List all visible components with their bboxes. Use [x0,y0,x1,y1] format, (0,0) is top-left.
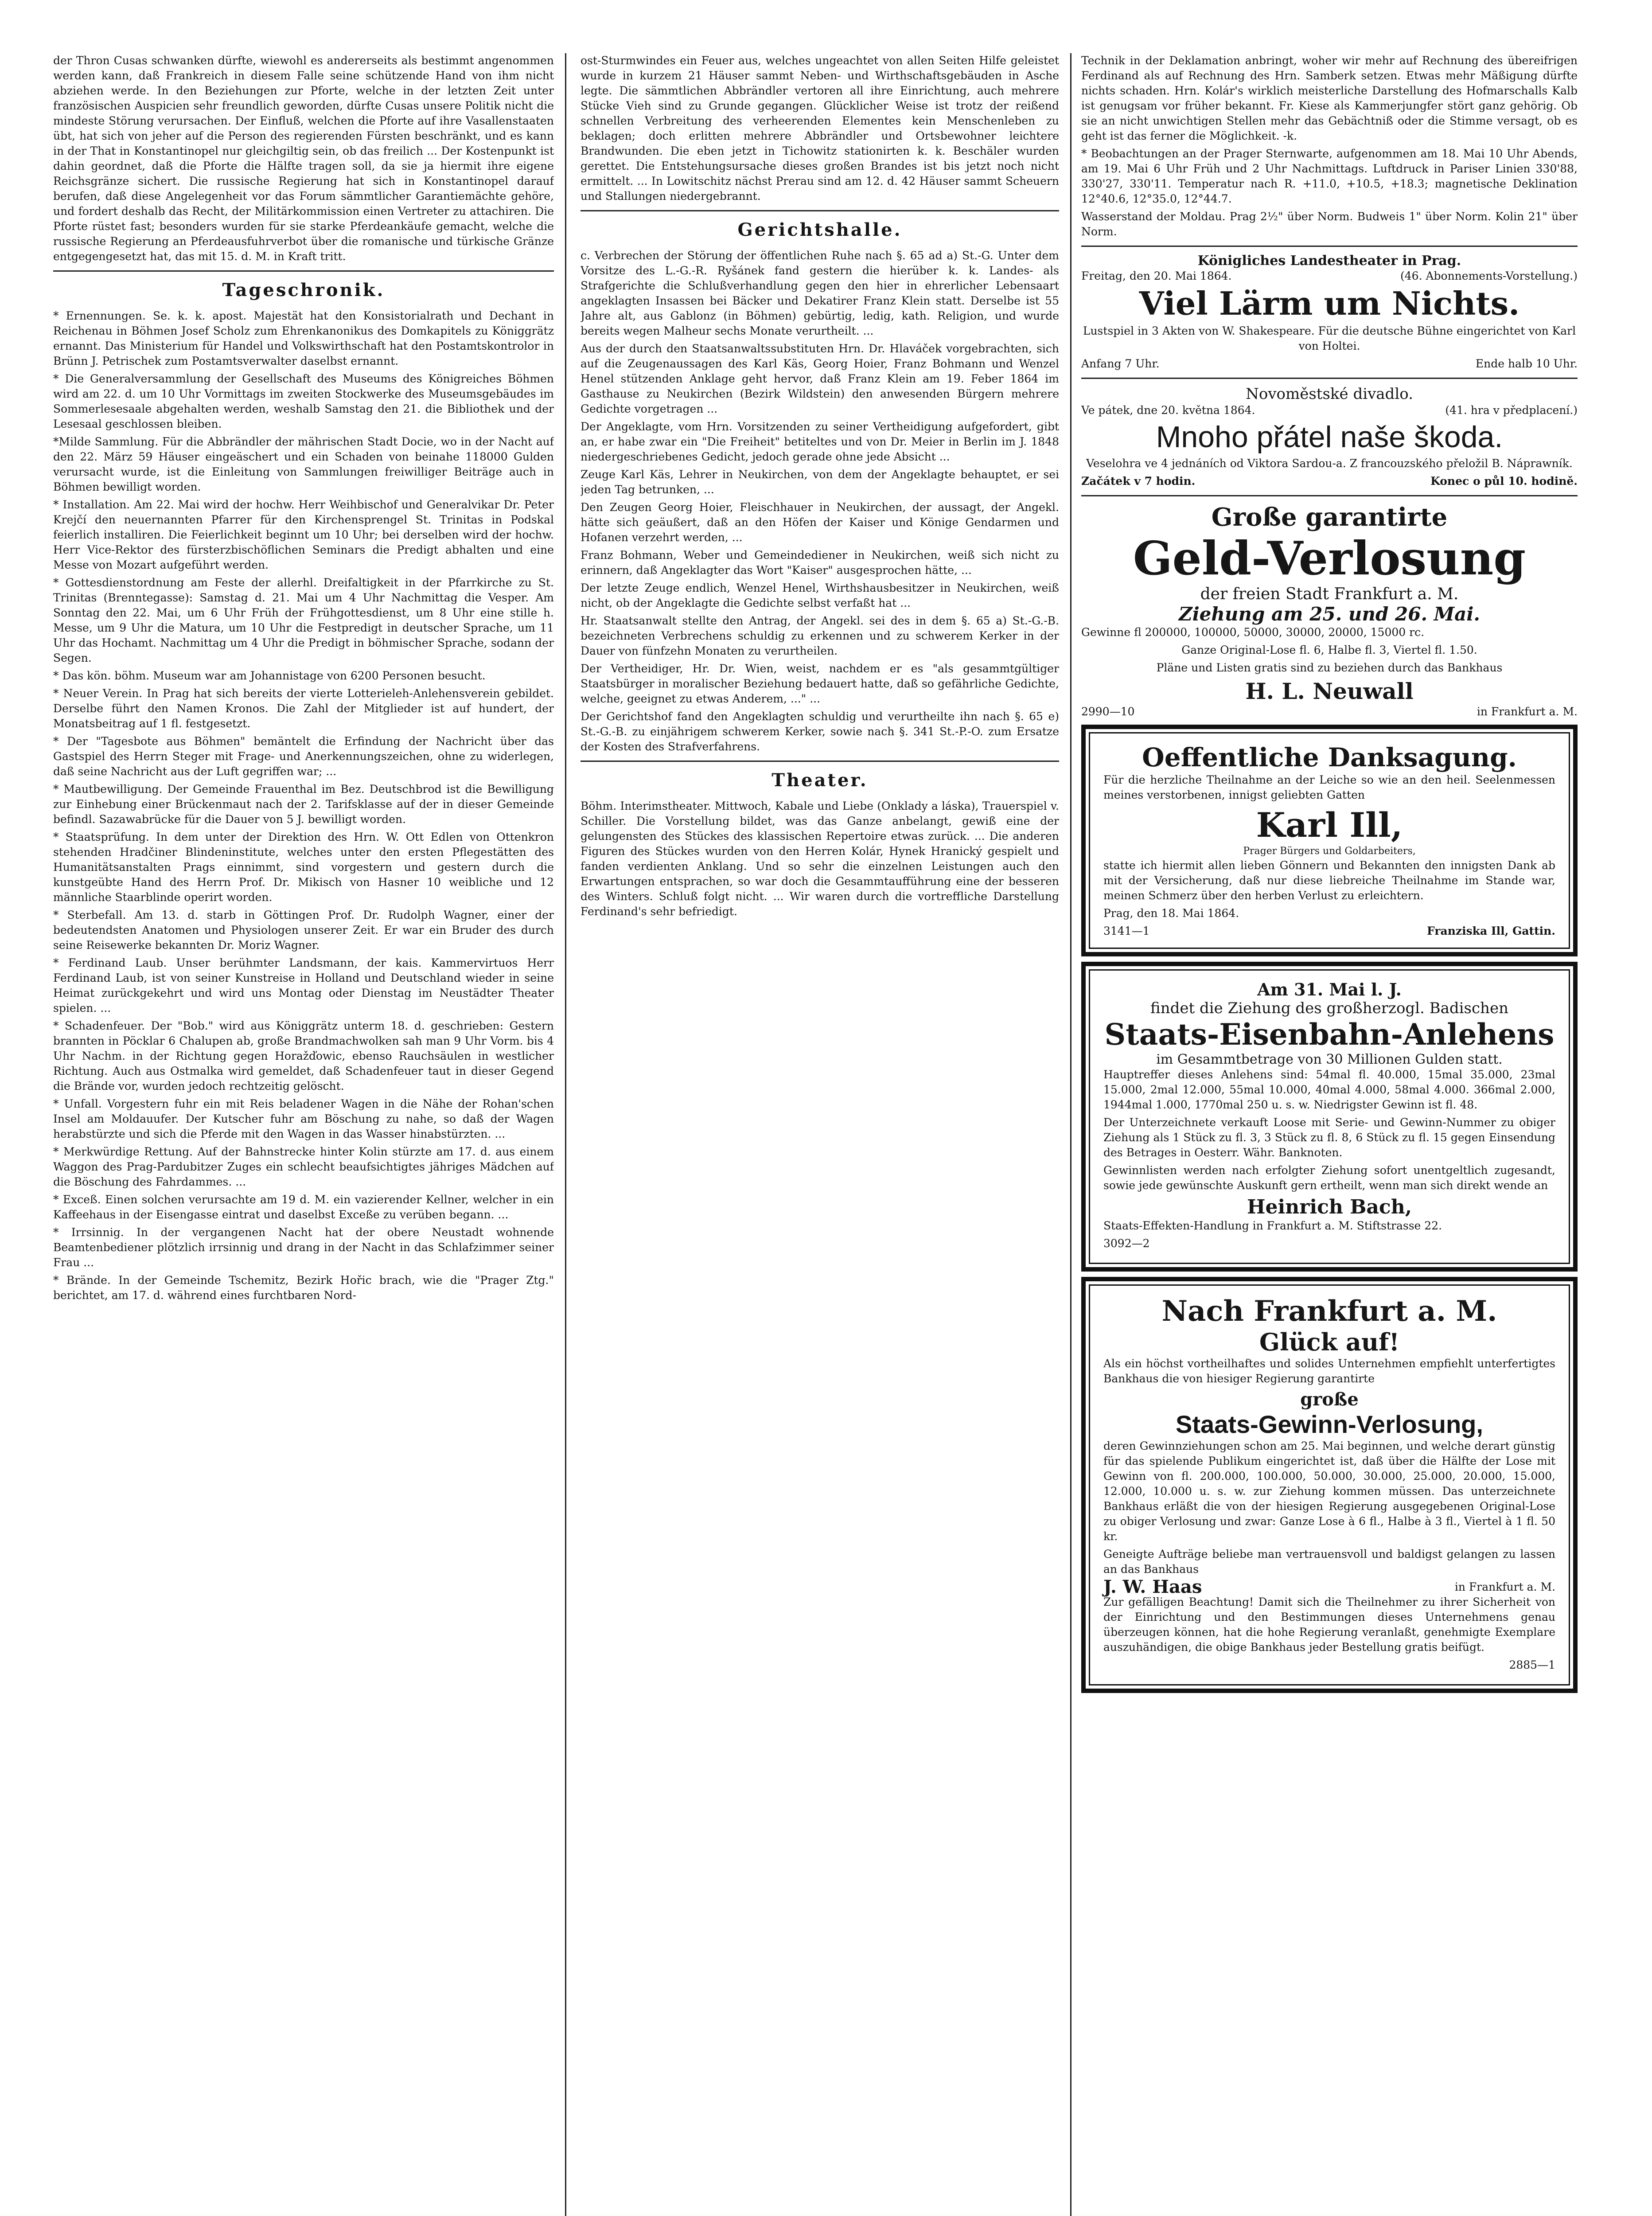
court-list [581,248,1059,754]
chronicle-item: * Mautbewilligung. Der Gemeinde Frauenthal im Bez. Deutschbrod ist die Bewilligung zur Einhebung einer Brückenmaut nach der 2. Tarifsklasse auf der in dieser Gemeinde befindl. Sazawabrücke für die Dauer von 5 J. bewilligt worden. [53,783,554,826]
lottery-ad-name: Heinrich Bach, [1247,1196,1412,1218]
water-level: Wasserstand der Moldau. Prag 2½" über Norm. Budweis 1" über Norm. Kolin 21" über Norm. [1081,210,1578,238]
theatre-ad-end: Ende halb 10 Uhr. [1475,357,1578,370]
court-paragraph: Zeuge Karl Käs, Lehrer in Neukirchen, von dem der Angeklagte behauptet, er sei jeden Tag betrunken, ... [581,468,1059,496]
theatre-ad-desc: Veselohra ve 4 jednáních od Viktora Sardou-a. Z francouzského přeložil B. Náprawník. [1086,457,1573,470]
thanks-ad [1081,725,1578,956]
thanks-ad-date: Prag, den 18. Mai 1864. [1103,907,1239,920]
lottery-ad-date: Am 31. Mai l. J. [1257,979,1402,999]
theatre-ad-czech [1081,385,1578,489]
lottery-ad-text: Geneigte Aufträge beliebe man vertrauensvoll und baldigst gelangen zu lassen an das Bankhaus [1103,1548,1555,1576]
chronicle-item: * Neuer Verein. In Prag hat sich bereits der vierte Lotterieleh-Anlehensverein gebildet. Derselbe führt den Namen Kronos. Die Zahl der Mitglieder ist auf hundert, der Monatsbeitrag auf 1 fl. festgesetzt. [53,687,554,730]
lottery-ad-lots: Ganze Original-Lose fl. 6, Halbe fl. 3, Viertel fl. 1.50. [1181,644,1477,656]
chronicle-item: * Sterbefall. Am 13. d. starb in Göttingen Prof. Dr. Rudolph Wagner, einer der bedeutendsten Anatomen und Physiologen unserer Zeit. Er war ein Bruder des durch seine Reisewerke bekannten Dr. Moriz Wagner. [53,909,554,952]
chronicle-list [53,308,554,1303]
lottery-ad-bank: H. L. Neuwall [1245,678,1414,704]
observatory-report: * Beobachtungen an der Prager Sternwarte, aufgenommen am 18. Mai 10 Uhr Abends, am 19. Mai 6 Uhr Früh und 2 Uhr Nachmittags. Luftdruck in Pariser Linien 330'88, 330'27, 330'11. Temperatur nach R. +11.0, +10.5, +18.3; magnetische Deklination 12°40.6, 12°35.0, 12°44.7. [1081,147,1578,205]
review-end: Technik in der Deklamation anbringt, woher wir mehr auf Rechnung des übereifrigen Ferdinand als auf Rechnung des Hrn. Samberk setzen. Etwas mehr Mäßigung dürfte nichts schaden. Hrn. Kolár's wirklich meisterliche Darstellung des Hofmarschalls Kalb ist genugsam vor früher bekannt. Fr. Kiese als Kammerjungfer stört ganz gehörig. Ob sie an nicht unwichtigen Stellen mehr das Gebächtniß oder die Stimme versagt, ob es geht ist das ferner die Möglichkeit. -k. [1081,54,1578,142]
chronicle-item: * Exceß. Einen solchen verursachte am 19 d. M. ein vazierender Kellner, welcher in ein Kaffeehaus in der Eisengasse eintrat und daselbst Exceße zu verüben begann. ... [53,1193,554,1221]
chronicle-item: * Die Generalversammlung der Gesellschaft des Museums des Königreiches Böhmen wird am 22. d. um 10 Uhr Vormittags im zweiten Stockwerke des Museumsgebäudes im Sommerlesesaale abgehalten werden, weshalb Samstag den 21. die Bibliothek und der Lesesaal geschlossen bleiben. [53,372,554,430]
court-heading: Gerichtshalle. [737,219,902,240]
column-left [53,53,554,2216]
theatre-ad-abo: (41. hra v předplacení.) [1445,404,1578,417]
chronicle-item: * Merkwürdige Rettung. Auf der Bahnstrecke hinter Kolin stürzte am 17. d. aus einem Waggon des Prag-Pardubitzer Zuges ein schlecht beaufsichtigtes jähriges Mädchen auf die Böschung des Fahrdammes. ... [53,1145,554,1188]
lottery-ad-code: 2990—10 [1081,705,1135,718]
fire-report: ost-Sturmwindes ein Feuer aus, welches ungeachtet von allen Seiten Hilfe geleistet wurde in kurzem 21 Häuser sammt Neben- und Wirthschaftsgebäuden in Asche legte. Die sämmtlichen Abbrändler vertoren all ihre Einrichtung, auch mehrere Stücke Vieh sind zu Grunde gegangen. Glücklicher Weise ist trotz der reißend schnellen Verbreitung des verheerenden Elementes kein Menschenleben zu beklagen; doch erlitten mehrere Abbrändler und Ortsbewohner leichtere Brandwunden. Die eben jetzt in Tichowitz stationirten k. k. Beschäler wurden gerettet. Die Entstehungsursache dieses großen Brandes ist bis jetzt noch nicht ermittelt. ... In Lowitschitz nächst Prerau sind am 12. d. 42 Häuser sammt Scheuern und Stallungen niedergebrannt. [581,54,1059,203]
court-paragraph: c. Verbrechen der Störung der öffentlichen Ruhe nach §. 65 ad a) St.-G. Unter dem Vorsitze des L.-G.-R. Ryšánek fand gestern die hierüber k. k. Landes- als Strafgerichte die Schlußverhandlung gegen den hier in ehrerlicher Lebensaart angeklagten Insassen bei Bäcker und Dekatirer Franz Klein statt. Derselbe ist 55 Jahre alt, aus Gablonz (in Böhmen) gebürtig, ledig, kath. Religion, und wurde bereits wegen Malheur sechs Monate verurtheilt. ... [581,249,1059,337]
newspaper-page [27,53,1604,2216]
lottery-ad-line: Große garantirte [1211,503,1448,532]
thanks-ad-text: Für die herzliche Theilnahme an der Leiche so wie an den heil. Seelenmessen meines verstorbenen, innigst geliebten Gatten [1103,773,1555,801]
theatre-ad-header: Königliches Landestheater in Prag. [1197,253,1461,269]
column-rule [565,53,566,2216]
court-paragraph: Der Gerichtshof fand den Angeklagten schuldig und verurtheilte ihn nach §. 65 e) St.-G.-B. zu einjährigem schwerem Kerker, sowie nach §. 341 St.-P.-O. zum Ersatze der Kosten des Strafverfahrens. [581,710,1059,753]
thanks-ad-title: Oeffentliche Danksagung. [1142,742,1517,772]
chronicle-item: * Irrsinnig. In der vergangenen Nacht hat der obere Neustadt wohnende Beamtenbediener plötzlich irrsinnig und drang in der Nacht in das Schlafzimmer seiner Frau ... [53,1226,554,1269]
divider [581,210,1059,211]
theatre-heading: Theater. [771,770,868,791]
theatre-ad-title: Viel Lärm um Nichts. [1139,285,1520,322]
divider [1081,495,1578,496]
lottery-ad-line: im Gesammtbetrage von 30 Millionen Gulden statt. [1156,1052,1503,1067]
chronicle-item: * Brände. In der Gemeinde Tschemitz, Bezirk Hořic brach, wie die "Prager Ztg." berichtet, am 17. d. während eines furchtbaren Nord- [53,1274,554,1302]
thanks-ad-signature: Franziska Ill, Gattin. [1427,925,1555,937]
theatre-ad-start: Anfang 7 Uhr. [1081,357,1160,370]
theatre-ad-desc: Lustspiel in 3 Akten von W. Shakespeare. Für die deutsche Bühne eingerichtet von Karl von Holtei. [1083,324,1576,352]
theatre-ad-abo: (46. Abonnements-Vorstellung.) [1400,269,1578,282]
lottery-ad-big: große [1300,1389,1359,1410]
chronicle-item: * Der "Tagesbote aus Böhmen" bemäntelt die Erfindung der Nachricht über das Gastspiel des Herrn Steger mit Frage- und Anerkennungszeichen, ohne zu widerlegen, daß seine Nachricht aus der Luft gegriffen war; ... [53,735,554,778]
lottery-ad-text: Als ein höchst vortheilhaftes und solides Unternehmen empfiehlt unterfertigtes Bankhaus die von hiesiger Regierung garantirte [1103,1357,1555,1385]
theatre-ad-title: Mnoho přátel naše škoda. [1156,420,1503,454]
court-paragraph: Der Vertheidiger, Hr. Dr. Wien, weist, nachdem er es "als gesammtgültiger Staatsbürger in moralischer Beziehung bedauert hatte, daß so gefährliche Gedichte, welche, geeignet zu etwas Anderem, ..." ... [581,662,1059,705]
court-paragraph: Aus der durch den Staatsanwaltssubstituten Hrn. Dr. Hlaváček vorgebrachten, sich auf die Zeugenaussagen des Karl Käs, Georg Hoier, Franz Bohmann und Wenzel Henel stützenden Anklage geht hervor, daß Franz Klein am 19. Feber 1864 im Gasthause zu Neukirchen (Bezirk Wildstein) den anwesenden Bürgern mehrere Gedichte vorgetragen ... [581,342,1059,415]
lottery-ad-place: in Frankfurt a. M. [1454,1580,1555,1593]
column-middle [581,53,1059,2216]
politics-article: der Thron Cusas schwanken dürfte, wiewohl es andererseits als bestimmt angenommen werden kann, daß Frankreich in diesem Falle seine schützende Hand von ihm nicht abziehen werde. In den Beziehungen zur Pforte, welche in der letzten Zeit unter französischen Auspicien sehr freundlich geworden, dürfte Cusas unsere Politik nicht die mindeste Störung verursachen. Der Einfluß, welchen die Pforte auf ihre Vasallenstaaten übt, hat sich von jeher auf die Person des regierenden Fürsten beschränkt, und es kann in der That in Konstantinopel nur gleichgiltig sein, ob das freilich ... Der Kostenpunkt ist dahin geordnet, daß die Pforte die Hälfte tragen soll, da sie ja hiermit ihre eigene Reichsgränze sichert. Die russische Regierung hat sich in Konstantinopel darauf berufen, daß diese Angelegenheit vor das Forum sämmtlicher Garantiemächte gehöre, und fordert deshalb das Recht, der Militärkommission einen Vertreter zu attachiren. Die Pforte rüstet fast; besonders wurden für sie starke Pferdeankäufe gemacht, welche die russische Regierung an Pferdeausfuhrverbot über die romanische und türkische Gränze entgegengesetzt hat, das mit 15. d. M. in Kraft tritt. [53,54,554,263]
lottery-ad-title: Staats-Gewinn-Verlosung, [1176,1410,1483,1438]
lottery-ad-title: Geld-Verlosung [1133,531,1526,585]
chronicle-item: * Das kön. böhm. Museum war am Johannistage von 6200 Personen besucht. [53,669,486,682]
lottery-ad-luck: Glück auf! [1259,1328,1400,1356]
lottery-ad-line: findet die Ziehung des großherzogl. Badischen [1150,999,1508,1017]
theatre-ad-date: Freitag, den 20. Mai 1864. [1081,269,1232,282]
theatre-ad-start: Začátek v 7 hodin. [1081,475,1196,488]
theatre-ad-end: Konec o půl 10. hodině. [1430,475,1578,488]
lottery-ad-line: der freien Stadt Frankfurt a. M. [1200,585,1459,603]
theatre-ad-header: Novoměstské divadlo. [1246,385,1413,403]
chronicle-item: *Milde Sammlung. Für die Abbrändler der mährischen Stadt Docie, wo in der Nacht auf den 22. März 59 Häuser eingeäschert und ein Schaden von beinahe 118000 Gulden verursacht wurde, ist die Einleitung von Sammlungen freiwilliger Beiträge auch in Böhmen bewilligt worden. [53,435,554,493]
chronicle-item: * Gottesdienstordnung am Feste der allerhl. Dreifaltigkeit in der Pfarrkirche zu St. Trinitas (Brenntegasse): Samstag d. 21. Mai um 4 Uhr Nachmittag die Vesper. Am Sonntag den 22. Mai, um 6 Uhr Früh der Frühgottesdienst, um 8 Uhr eine stille h. Messe, um 9 Uhr die Matura, um 10 Uhr die Festpredigt in deutscher Sprache, um 11 Uhr das Hochamt. Nachmittag um 4 Uhr die Predigt in böhmischer Sprache, sodann der Segen. [53,576,554,664]
chronicle-item: * Ernennungen. Se. k. k. apost. Majestät hat den Konsistorialrath und Dechant in Reichenau in Böhmen Josef Scholz zum Ehrenkanonikus des Domkapitels zu Königgrätz ernannt. Das Ministerium für Handel und Volkswirthschaft hat den Postamtskontrolor in Brünn J. Petrischek zum Postamtsverwalter daselbst ernannt. [53,309,554,367]
lottery-ad-neuwall [1081,503,1578,719]
court-paragraph: Der Angeklagte, vom Hrn. Vorsitzenden zu seiner Vertheidigung aufgefordert, gibt an, er habe zwar ein "Die Freiheit" betiteltes und von Dr. Meier in Berlin im J. 1848 niedergeschriebenes Gedicht, jedoch gerade ohne jede Absicht ... [581,420,1059,463]
lottery-ad-title: Staats-Eisenbahn-Anlehens [1104,1017,1555,1052]
chronicle-item: * Ferdinand Laub. Unser berühmter Landsmann, der kais. Kammervirtuos Herr Ferdinand Laub, ist von seiner Kunstreise in Holland und Deutschland wieder in seine Heimat zurückgekehrt und wird uns Montag oder Dienstag im Neustädter Theater spielen. ... [53,956,554,1014]
court-paragraph: Franz Bohmann, Weber und Gemeindediener in Neukirchen, weiß sich nicht zu erinnern, daß Angeklagter das Wort "Kaiser" ausgesprochen hätte, ... [581,549,1059,577]
court-paragraph: Der letzte Zeuge endlich, Wenzel Henel, Wirthshausbesitzer in Neukirchen, weiß nicht, ob der Angeklagte die Gedichte selbst verfaßt hat ... [581,581,1059,609]
lottery-ad-list: Gewinnlisten werden nach erfolgter Ziehung sofort unentgeltlich zugesandt, sowie jede gewünschte Auskunft gern ertheilt, wenn man sich direkt wende an [1103,1164,1555,1192]
divider [581,761,1059,762]
lottery-ad-code: 3092—2 [1103,1237,1150,1250]
divider [1081,378,1578,379]
lottery-ad-info: Pläne und Listen gratis sind zu beziehen durch das Bankhaus [1156,661,1503,674]
thanks-ad-name: Karl Ill, [1256,805,1403,845]
lottery-ad-offer: Der Unterzeichnete verkauft Loose mit Serie- und Gewinn-Nummer zu obiger Ziehung als 1 Stück zu fl. 3, 3 Stück zu fl. 8, 6 Stück zu fl. 15 gegen Einsendung des Betrages in Oesterr. Währ. Banknoten. [1103,1116,1555,1159]
chronicle-heading: Tageschronik. [222,280,385,300]
lottery-ad-draw: Ziehung am 25. und 26. Mai. [1179,603,1480,625]
chronicle-item: * Installation. Am 22. Mai wird der hochw. Herr Weihbischof und Generalvikar Dr. Peter Krejčí den neuernannten Pfarrer für den Kirchensprengel St. Trinitas in Podskal feierlich installiren. Die Feierlichkeit beginnt um 10 Uhr; bei derselben wird der hochw. Herr Vice-Rektor des fürsterzbischöflichen Seminars die Predigt abhalten und eine Messe von Mozart aufgeführt werden. [53,498,554,571]
chronicle-item: * Unfall. Vorgestern fuhr ein mit Reis beladener Wagen in die Nähe der Rohan'schen Insel am Moldauufer. Der Kutscher fuhr am Böschung zu nahe, so daß der Wagen herabstürzte und sich die Pferde mit den Wagen in das Wasser hinabstürzten. ... [53,1097,554,1140]
column-right [1081,53,1578,2216]
lottery-ad-place: in Frankfurt a. M. [1477,705,1578,718]
lottery-ad-name: J. W. Haas [1103,1576,1202,1597]
divider [53,270,554,272]
theatre-ad-date: Ve pátek, dne 20. května 1864. [1081,404,1255,417]
thanks-ad-sub: Prager Bürgers und Goldarbeiters, [1243,846,1416,857]
theatre-ad-german [1081,253,1578,371]
thanks-ad-code: 3141—1 [1103,925,1150,937]
lottery-ad-prizes: Gewinne fl 200000, 100000, 50000, 30000, 20000, 15000 rc. [1081,626,1425,639]
theatre-review: Böhm. Interimstheater. Mittwoch, Kabale und Liebe (Onklady a láska), Trauerspiel v. Schiller. Die Vorstellung bildet, was das Ganze anbelangt, gewiß eine der gelungensten des Stückes des klassischen Repertoire etwas zurück. ... Die anderen Figuren des Stückes wurden von den Herren Kolár, Hynek Hranický gespielt und fanden verdienten Anklang. Und so sehr die einzelnen Leistungen auch den Erwartungen entsprachen, so war doch die Gesammtaufführung eine der besseren des Winters. Schluß folgt nicht. ... Wir waren durch die vortreffliche Darstellung Ferdinand's sehr befriedigt. [581,800,1059,918]
court-paragraph: Hr. Staatsanwalt stellte den Antrag, der Angekl. sei des in dem §. 65 a) St.-G.-B. bezeichneten Verbrechens schuldig zu erkennen und zu schwerem Kerker in der Dauer von fünfzehn Monaten zu verurtheilen. [581,614,1059,657]
lottery-ad-code: 2885—1 [1509,1658,1555,1671]
lottery-ad-prizes: Hauptreffer dieses Anlehens sind: 54mal fl. 40.000, 15mal 35.000, 23mal 15.000, 2mal 12.000, 55mal 10.000, 40mal 4.000, 58mal 4.000. 366mal 2.000, 1944mal 1.000, 1770mal 250 u. s. w. Niedrigster Gewinn ist fl. 48. [1103,1068,1555,1111]
lottery-ad-text: deren Gewinnziehungen schon am 25. Mai beginnen, und welche derart günstig für das spielende Publikum eingerichtet ist, daß über die Hälfte der Lose mit Gewinn von fl. 200.000, 100.000, 50.000, 30.000, 25.000, 20.000, 15.000, 12.000, 10.000 u. s. w. zur Ziehung kommen müssen. Das unterzeichnete Bankhaus erläßt die von der hiesigen Regierung ausgegebenen Original-Lose zu obiger Verlosung und zwar: Ganze Lose à 6 fl., Halbe à 3 fl., Viertel à 1 fl. 50 kr. [1103,1440,1555,1543]
lottery-ad-bach [1081,962,1578,1272]
column-rule [1070,53,1071,2216]
chronicle-item: * Schadenfeuer. Der "Bob." wird aus Königgrätz unterm 18. d. geschrieben: Gestern brannten in Pöcklar 6 Chalupen ab, große Brandmachwolken sah man 9 Uhr Vorm. bis 4 Uhr Nachm. in der Richtung gegen Horažďowic, ebenso Rauchsäulen in westlicher Richtung. Auch aus Ostmalka wird gemeldet, daß Schadenfeuer taut in dieser Gegend die Brände vor, wurden jedoch rechtzeitig gelöscht. [53,1019,554,1092]
thanks-ad-text: statte ich hiermit allen lieben Gönnern und Bekannten den innigsten Dank ab mit der Versicherung, daß nur diese liebreiche Theilnahme im Stande war, meinen Schmerz über den herben Verlust zu erleichtern. [1103,859,1555,902]
lottery-ad-address: Staats-Effekten-Handlung in Frankfurt a. M. Stiftstrasse 22. [1103,1219,1442,1232]
lottery-ad-note: Zur gefälligen Beachtung! Damit sich die Theilnehmer zu ihrer Sicherheit von der Einrichtung und den Bestimmungen dieses Unternehmens genau überzeugen können, hat die hohe Regierung veranlaßt, genehmigte Exemplare auszuhändigen, die obige Bankhaus jeder Bestellung gratis beifügt. [1103,1596,1555,1654]
divider [1081,246,1578,247]
lottery-ad-haas [1081,1277,1578,1693]
lottery-ad-title: Nach Frankfurt a. M. [1161,1295,1497,1328]
court-paragraph: Den Zeugen Georg Hoier, Fleischhauer in Neukirchen, der aussagt, der Angekl. hätte sich geäußert, daß an den Höfen der Kaiser und Könige Gendarmen und Hofanen verzehrt werden, ... [581,501,1059,544]
chronicle-item: * Staatsprüfung. In dem unter der Direktion des Hrn. W. Ott Edlen von Ottenkron stehenden Hradčiner Blindeninstitute, welches unter den ersten Pflegestätten des Humanitätsanstalten Prags einnimmt, sind vorgestern und gestern durch die kunstgeübte Hand des Herrn Prof. Dr. Mikisch von Hasner 10 weibliche und 12 männliche Staarblinde operirt worden. [53,831,554,904]
